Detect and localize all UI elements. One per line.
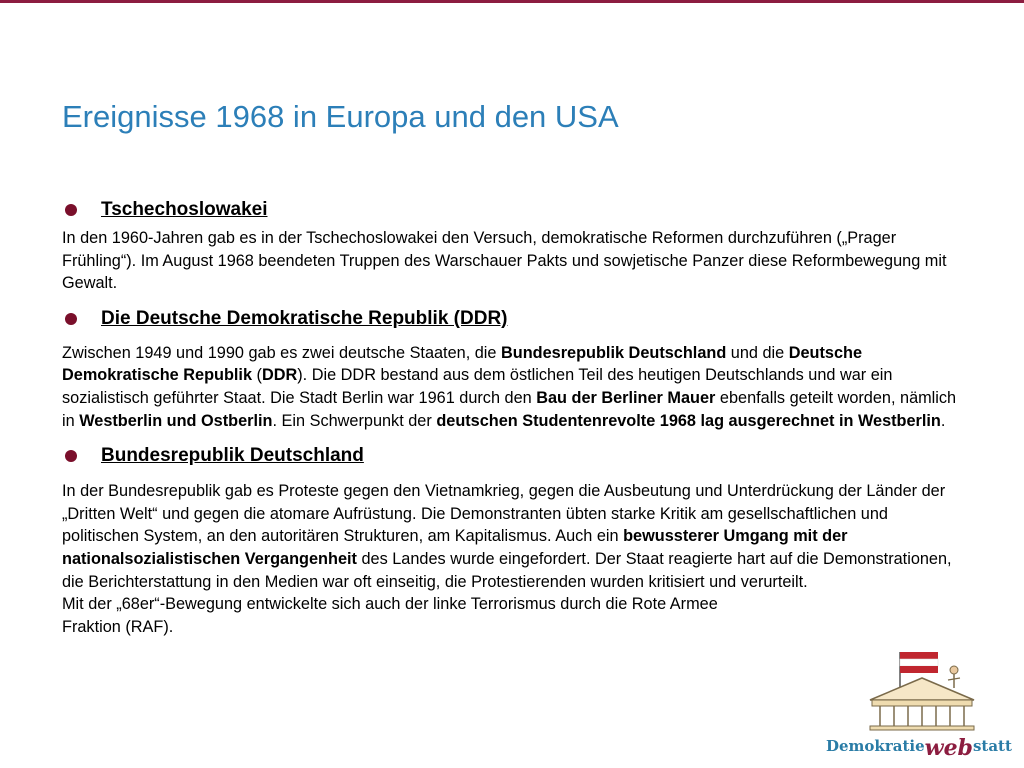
section-heading-text: Die Deutsche Demokratische Republik (DDR) xyxy=(101,307,508,329)
paragraph-run: ). Die DDR bestand aus dem östlichen Teil des heutigen Deutschlands und war ein sozialistisch geführter Staat. Die Stadt Berlin war 1961 durch den xyxy=(62,366,893,407)
demokratiewebstatt-logo xyxy=(822,648,1012,760)
section-heading-tschechoslowakei xyxy=(62,196,962,224)
bullet-icon xyxy=(65,450,77,462)
paragraph-run: und die xyxy=(726,343,789,362)
paragraph-run: . xyxy=(940,411,946,430)
paragraph-run: . Ein Schwerpunkt der xyxy=(272,411,437,430)
paragraph-run: In der Bundesrepublik gab es Proteste gegen den Vietnamkrieg, gegen die Ausbeutung und Unterdrückung der Länder der „Dritten Welt“ und gegen die atomare Aufrüstung. Die Demonstranten übten starke Kritik am gesellschaftlichen und politischen System, an den autoritären Strukturen, am Kapitalismus. Auch ein xyxy=(62,482,946,546)
slide-content xyxy=(62,196,962,638)
paragraph-extra-line: Fraktion (RAF). xyxy=(62,617,174,636)
paragraph-run: In den 1960-Jahren gab es in der Tschechoslowakei den Versuch, demokratische Reformen durchzuführen („Prager Frühling“). Im August 1968 beendeten Truppen des Warschauer Pakts und sowjetische Panzer diese Reformbewegung mit Gewalt. xyxy=(62,229,947,293)
paragraph-run-bold: bewussterer Umgang mit der nationalsozialistischen Vergangenheit xyxy=(62,527,848,568)
paragraph-run: ebenfalls geteilt worden, nämlich in xyxy=(62,388,957,430)
top-divider xyxy=(0,0,1024,3)
bullet-icon xyxy=(65,313,77,325)
slide-title: Ereignisse 1968 in Europa und den USA xyxy=(62,99,619,134)
bullet-icon xyxy=(65,204,77,216)
section-paragraph-tschechoslowakei xyxy=(62,227,962,295)
section-heading-brd xyxy=(62,442,962,470)
paragraph-run-bold: Bau der Berliner Mauer xyxy=(536,388,716,407)
section-heading-text: Bundesrepublik Deutschland xyxy=(101,445,364,467)
section-paragraph-brd xyxy=(62,480,962,638)
paragraph-run-bold: Deutsche Demokratische Republik xyxy=(62,343,863,385)
paragraph-run-bold: Bundesrepublik Deutschland xyxy=(501,343,727,362)
paragraph-run: Zwischen 1949 und 1990 gab es zwei deutsche Staaten, die xyxy=(62,343,501,362)
logo-text-left: Demokratie xyxy=(826,737,925,755)
paragraph-run: ( xyxy=(252,366,262,385)
logo-text xyxy=(826,731,1012,761)
section-paragraph-ddr xyxy=(62,342,962,432)
logo-text-right: statt xyxy=(972,737,1012,755)
paragraph-extra-line: Mit der „68er“-Bewegung entwickelte sich auch der linke Terrorismus durch die Rote Armee xyxy=(62,595,718,614)
paragraph-run-bold: deutschen Studentenrevolte 1968 lag ausgerechnet in Westberlin xyxy=(436,411,941,430)
logo-text-web: web xyxy=(924,735,973,761)
paragraph-run-bold: Westberlin und Ostberlin xyxy=(79,411,273,430)
paragraph-run: des Landes wurde eingefordert. Der Staat reagierte hart auf die Demonstrationen, die Berichterstattung in den Medien war oft einseitig, die Protestierenden wurden kritisiert und verurteilt. xyxy=(62,549,952,591)
section-heading-ddr xyxy=(62,305,962,333)
paragraph-run-bold: DDR xyxy=(261,366,298,385)
section-heading-text: Tschechoslowakei xyxy=(101,199,268,220)
